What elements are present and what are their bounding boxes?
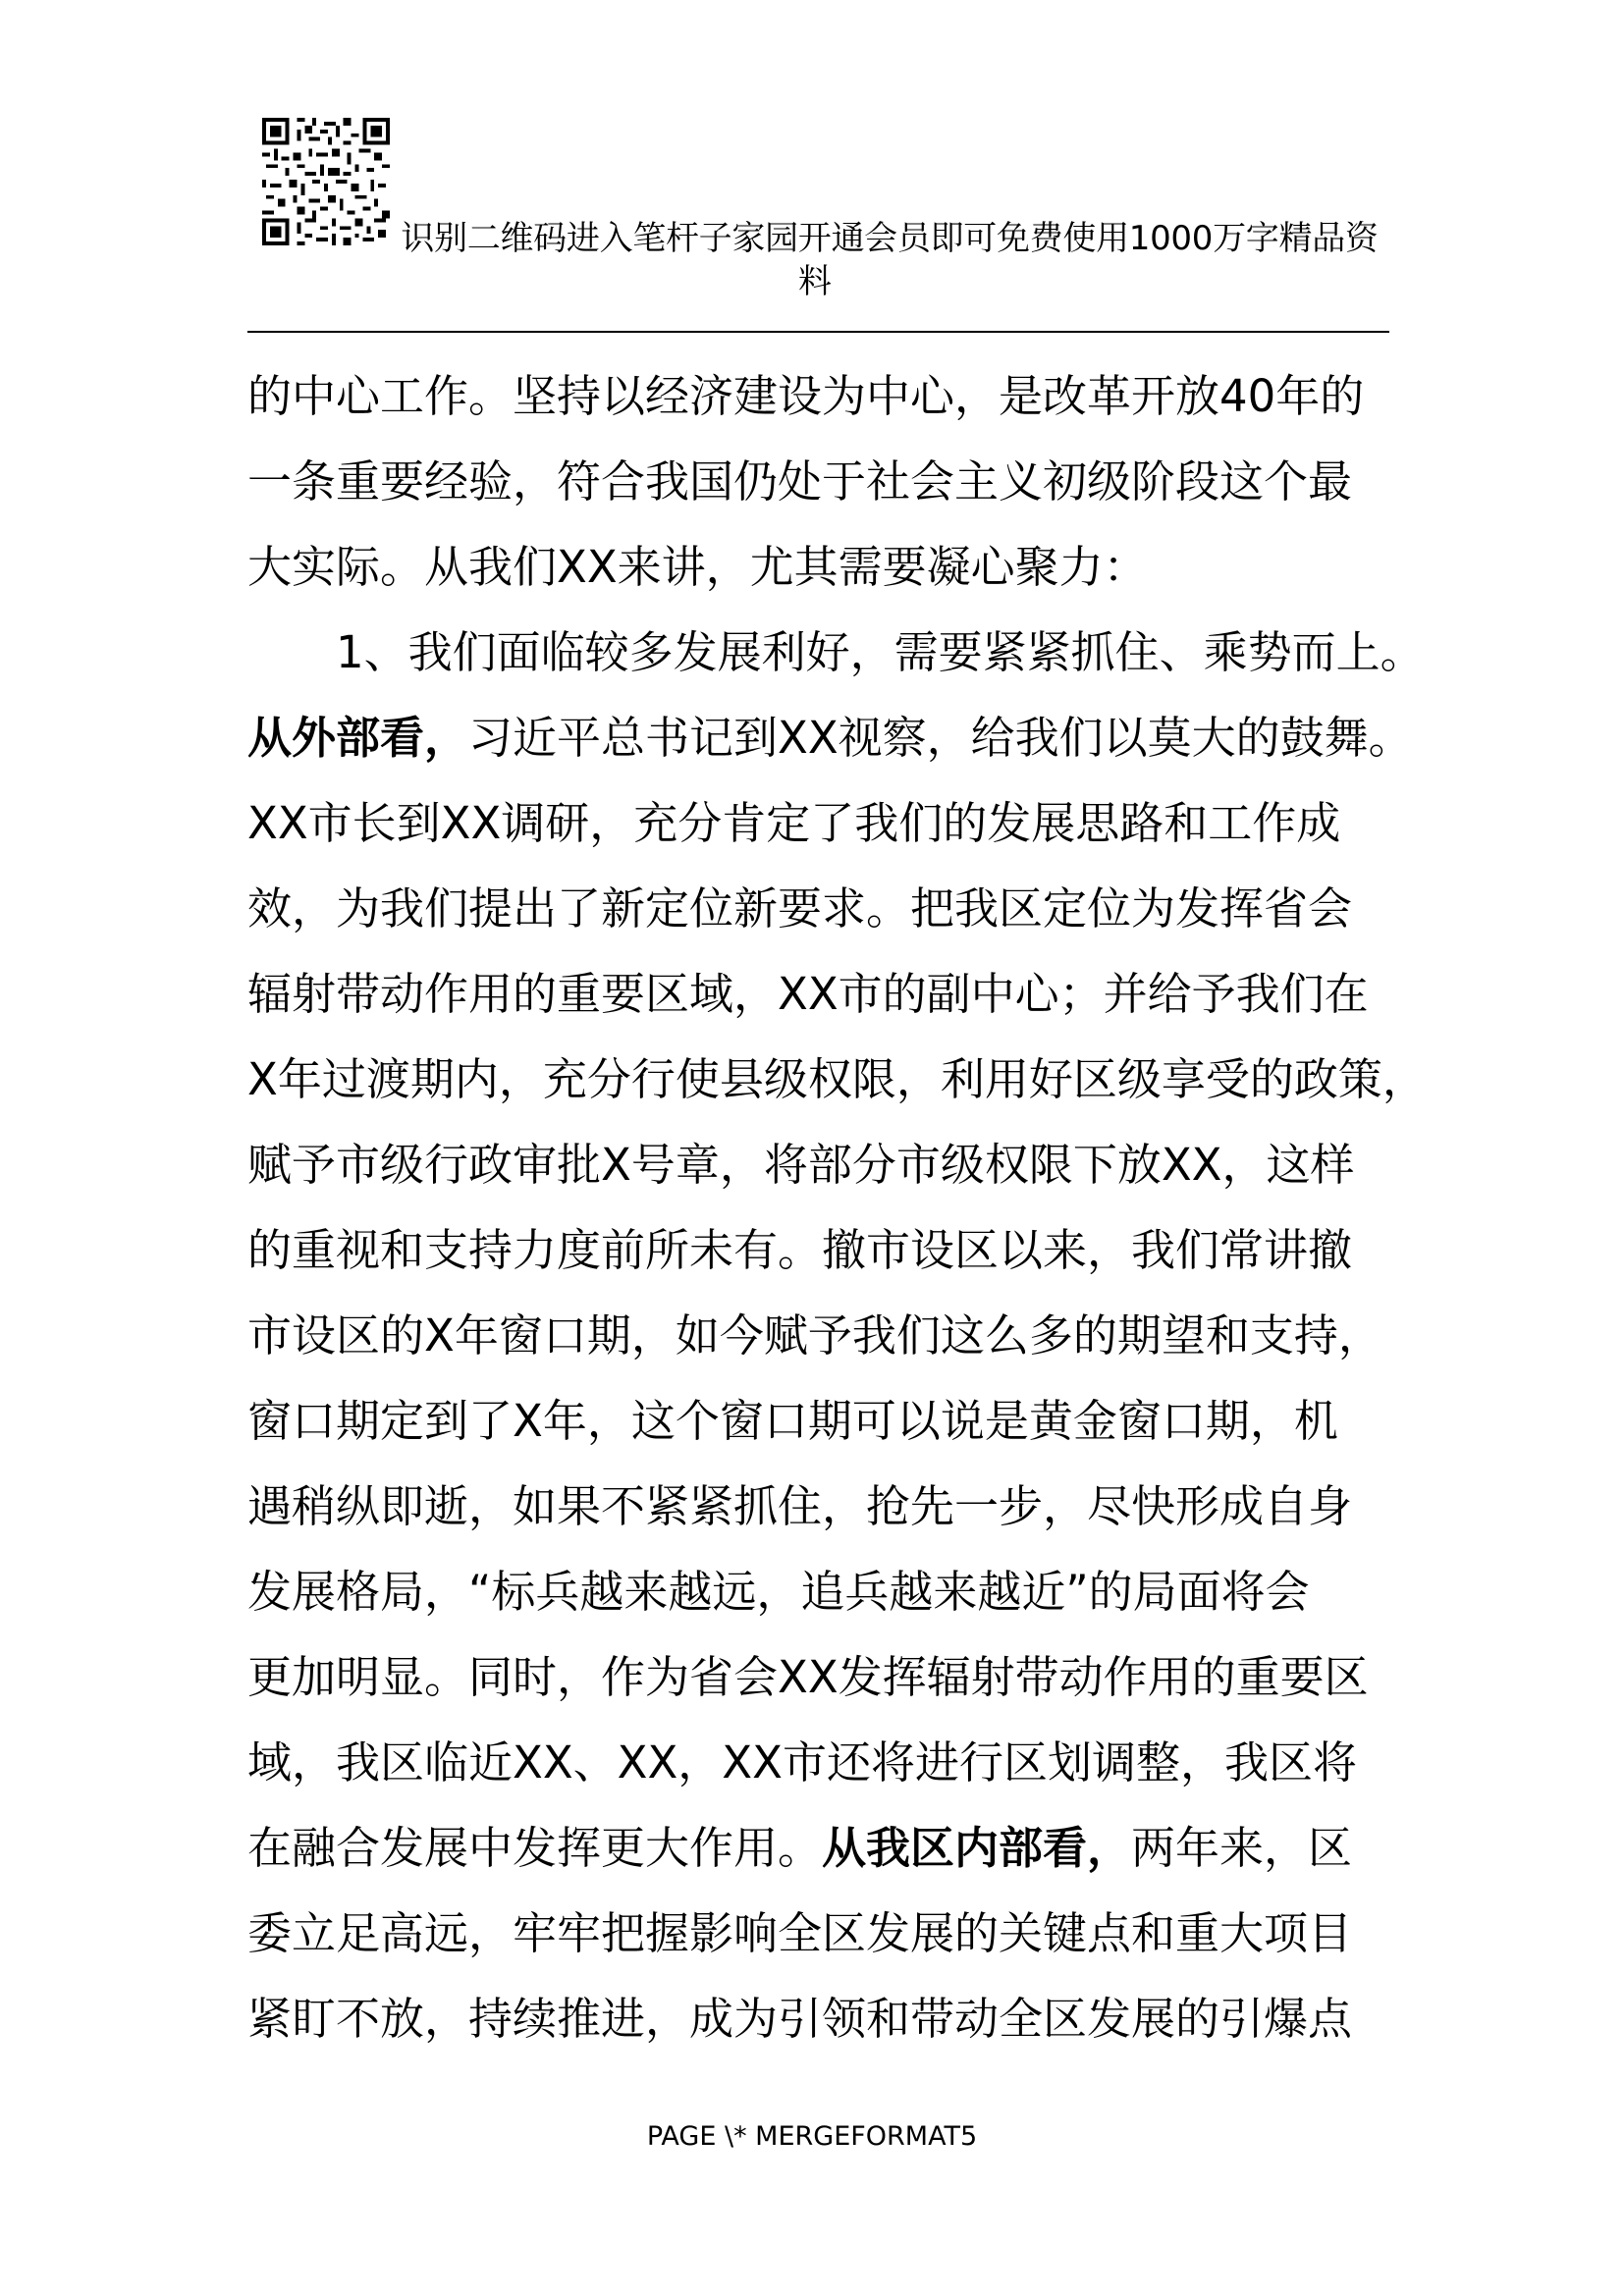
body-line [247,695,1413,780]
body-line: 市设区的X年窗口期，如今赋予我们这么多的期望和支持， [247,1309,1382,1362]
body-line: 发展格局，“标兵越来越远，追兵越来越近”的局面将会 [247,1566,1310,1618]
header-divider [247,331,1389,333]
body-line: XX市长到XX调研，充分肯定了我们的发展思路和工作成 [247,797,1341,849]
body-line: 的重视和支持力度前所未有。撤市设区以来，我们常讲撤 [247,1224,1353,1276]
body-line: 域，我区临近XX、XX，XX市还将进行区划调整，我区将 [247,1736,1357,1789]
body-line: 更加明显。同时，作为省会XX发挥辐射带动作用的重要区 [247,1651,1369,1703]
bold-lead-in: 从外部看， [247,712,469,764]
body-line: 一条重要经验，符合我国仍处于社会主义初级阶段这个最 [247,455,1353,507]
body-line: 1、我们面临较多发展利好，需要紧紧抓住、乘势而上。 [336,626,1425,678]
page-number-field: PAGE \* MERGEFORMAT5 [646,2121,978,2152]
body-line: X年过渡期内，充分行使县级权限，利用好区级享受的政策， [247,1053,1427,1105]
body-line: 赋予市级行政审批X号章，将部分市级权限下放XX，这样 [247,1139,1355,1191]
body-line: 效，为我们提出了新定位新要求。把我区定位为发挥省会 [247,882,1353,934]
body-line [247,1805,1352,1891]
body-line: 紧盯不放，持续推进，成为引领和带动全区发展的引爆点 [247,1993,1353,2045]
body-line: 委立足高远，牢牢把握影响全区发展的关键点和重大项目 [247,1907,1353,1959]
body-line-text: 两年来，区 [1131,1822,1353,1874]
header-note: 识别二维码进入笔杆子家园开通会员即可免费使用1000万字精品资 [401,219,1379,258]
body-line: 的中心工作。坚持以经济建设为中心，是改革开放40年的 [247,370,1365,422]
body-line: 窗口期定到了X年，这个窗口期可以说是黄金窗口期，机 [247,1395,1338,1447]
body-line: 大实际。从我们XX来讲，尤其需要凝心聚力： [247,541,1148,593]
header-note-continued: 料 [798,262,832,301]
qr-code-icon [261,118,391,245]
body-line-text: 在融合发展中发挥更大作用。 [247,1822,823,1874]
body-line: 辐射带动作用的重要区域，XX市的副中心；并给予我们在 [247,968,1369,1020]
body-line-text: 习近平总书记到XX视察，给我们以莫大的鼓舞。 [468,712,1413,764]
bold-lead-in: 从我区内部看， [822,1822,1132,1874]
body-line: 遇稍纵即逝，如果不紧紧抓住，抢先一步，尽快形成自身 [247,1480,1353,1532]
